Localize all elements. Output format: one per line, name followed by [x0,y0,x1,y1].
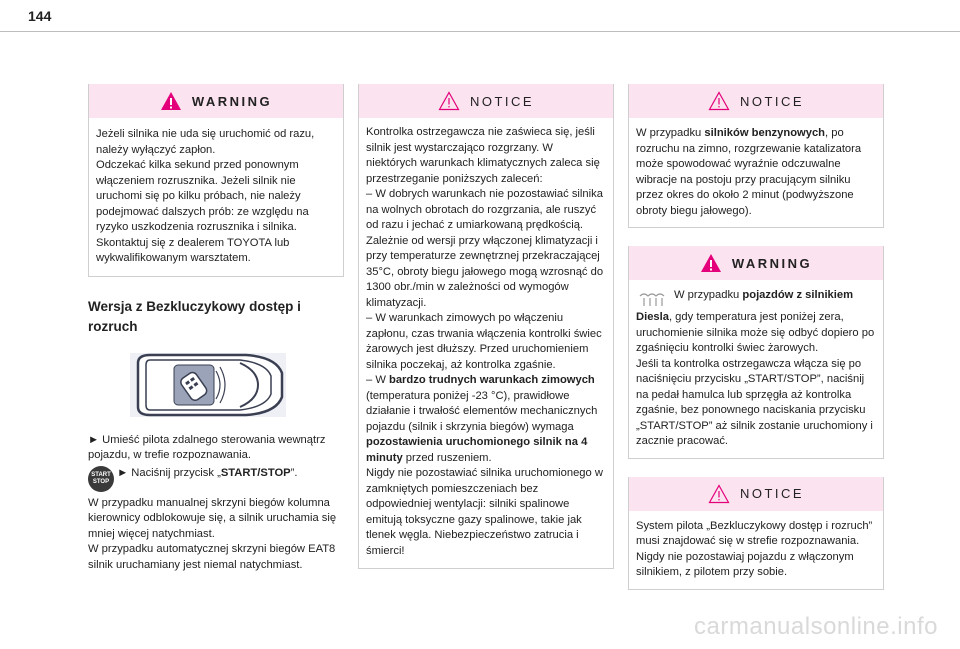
notice-paragraph-2: – W dobrych warunkach nie pozostawiać silnika na wolnych obrotach do rozgrzania, ale ruszyć od razu i jechać z umiarkowaną prędkością. Zależnie od wersji przy włączonej klimatyzacji i przy temperaturze zewnętrznej przekraczającej 35°C, obroty biegu jałowego mogą wzrosnąć do 1300 obr./min w zależności od wymogów klimatyzacji. [366,188,604,309]
warning-box-diesel-header [629,246,883,280]
column-1 [88,84,344,573]
warning-box [88,84,344,277]
notice-triangle-icon [708,91,730,111]
column-2 [358,84,614,569]
warning-triangle-icon [700,253,722,273]
watermark: carmanualsonline.info [694,613,938,640]
notice-box [358,84,614,569]
manual-gearbox-paragraph: W przypadku manualnej skrzyni biegów kolumna kierownicy odblokowuje się, a silnik uruchamia się mniej więcej natychmiast. [88,496,337,540]
header-rule [0,31,960,32]
notice-box-header [359,84,613,118]
automatic-gearbox-paragraph: W przypadku automatycznej skrzyni biegów EAT8 silnik uruchamiany jest niemal natychmiast. [88,543,336,571]
notice-box-keyless [628,477,884,590]
notice-paragraph-3: – W warunkach zimowych po włączeniu zapłonu, czas trwania włączenia kontrolki świec żarowych jest dłuższy. Przed uruchomieniem silnika poczekaj, aż kontrolka zgaśnie. [366,312,602,371]
notice-paragraph-5: Nigdy nie pozostawiać silnika uruchomionego w zamkniętych pomieszczeniach bez odpowiedniej wentylacji: silniki spalinowe emitują toksyczne gazy spalinowe, takie jak tlenek węgla. Niebezpieczeństwo zatrucia i śmierci! [366,467,603,557]
notice-triangle-icon [438,91,460,111]
notice-box-keyless-header [629,477,883,511]
notice-keyless-title: NOTICE [739,486,805,501]
notice-triangle-icon [708,484,730,504]
warning-triangle-icon [160,91,182,111]
section-heading: Wersja z Bezkluczykowy dostęp i rozruch [88,298,301,334]
column-3 [628,84,884,590]
warning-line-2: Odczekać kilka sekund przed ponownym włączeniem rozrusznika. Jeżeli silnik nie uruchomi się po kilku próbach, nie należy podejmować dalszych prób: ze względu na ryzyko uszkodzenia rozrusznika i silnika. [96,159,309,233]
page-number: 144 [28,8,52,24]
step-2: ► Naciśnij przycisk „START/STOP”. [117,466,298,479]
warning-diesel-paragraph-2: Jeśli ta kontrolka ostrzegawcza włącza się po naciśnięciu przycisku „START/STOP”, naciśnij na pedał hamulca lub sprzęgła aż kontrolka zgaśnie, bez ponownego naciskania przycisku „START/STOP” aż silnik zostanie uruchomiony i zacznie pracować. [636,357,873,447]
warning-diesel-text: W przypadku pojazdów z silnikiem Diesla, gdy temperatura jest poniżej zera, uruchomienie silnika może się odbyć dopiero po zgaśnięciu kontrolki świec żarowych. [636,289,875,354]
warning-line-3: Skontaktuj się z dealerem TOYOTA lub wykwalifikowanym warsztatem. [96,236,290,264]
warning-box-header [89,84,343,118]
notice-box-petrol-header [629,84,883,118]
notice-petrol-text: W przypadku silników benzynowych, po rozruchu na zimno, rozgrzewanie katalizatora może spowodować wyraźnie odczuwalne wibracje na postoju przy pracującym silniku przez okres do około 2 minut (podwyższone obroty biegu jałowego). [636,127,862,217]
warning-title: WARNING [191,93,273,109]
warning-line-1: Jeżeli silnika nie uda się uruchomić od razu, należy wyłączyć zapłon. [96,128,315,156]
notice-keyless-paragraph-1: System pilota „Bezkluczykowy dostęp i rozruch” musi znajdować się w strefie rozpoznawania. [636,519,873,547]
notice-petrol-title: NOTICE [739,93,805,109]
notice-paragraph-1: Kontrolka ostrzegawcza nie zaświeca się, jeśli silnik jest wystarczająco rozgrzany. W niektórych warunkach klimatycznych zaleca się przestrzeganie poniższych zaleceń: [366,126,600,185]
step-1: ► Umieść pilota zdalnego sterowania wewnątrz pojazdu, w trefie rozpoznawania. [88,433,326,461]
warning-box-diesel [628,246,884,459]
warning-diesel-title: WARNING [731,255,813,271]
notice-paragraph-4: – W bardzo trudnych warunkach zimowych (temperatura poniżej -23 °C), prawidłowe działanie i trwałość elementów mechanicznych pojazdu (silnik i skrzynia biegów) wymaga pozostawienia uruchomionego silnik na 4 minuty przed ruszeniem. [366,374,598,464]
start-stop-button-icon: START STOP [88,466,114,492]
glow-plug-icon [636,288,670,310]
notice-title: NOTICE [469,93,535,109]
notice-box-petrol [628,84,884,228]
car-key-zone-illustration [128,351,288,419]
notice-keyless-paragraph-2: Nigdy nie pozostawiaj pojazdu z włączonym silnikiem, z pilotem przy sobie. [636,550,854,578]
